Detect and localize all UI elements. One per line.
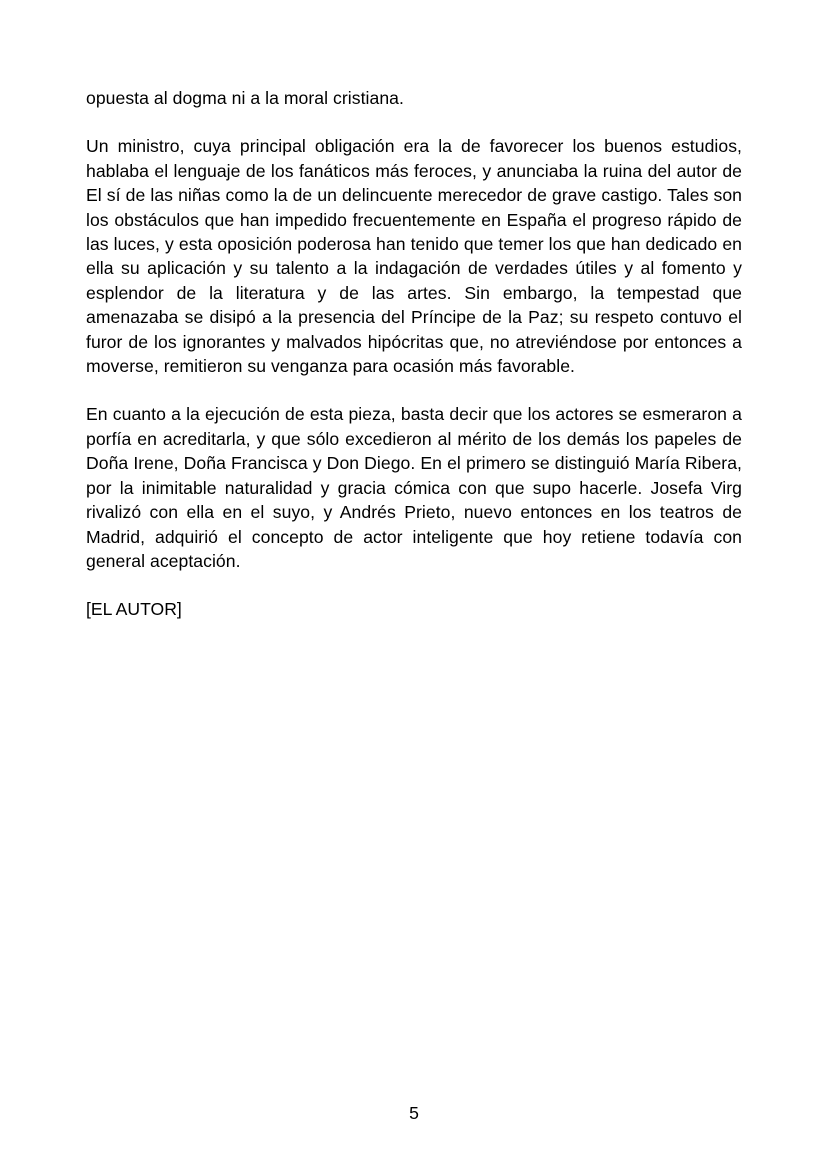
paragraph-ejecucion: En cuanto a la ejecución de esta pieza, basta decir que los actores se esmeraron a porfía en acreditarla, y que sólo excedieron al mérito de los demás los papeles de Doña Irene, Doña Francisca y Don Diego. En el primero se distinguió María Ribera, por la inimitable naturalidad y gracia cómica con que supo hacerle. Josefa Virg rivalizó con ella en el suyo, y Andrés Prieto, nuevo entonces en los teatros de Madrid, adquirió el concepto de actor inteligente que hoy retiene todavía con general aceptación. [86,404,742,571]
page-number: 5 [409,1103,419,1123]
author-signature: [EL AUTOR] [86,599,182,620]
paragraph-ministro: Un ministro, cuya principal obligación era la de favorecer los buenos estudios, hablaba el lenguaje de los fanáticos más feroces, y anunciaba la ruina del autor de El sí de las niñas como la de un delincuente merecedor de grave castigo. Tales son los obstáculos que han impedido frecuentemente en España el progreso rápido de las luces, y esta oposición poderosa han tenido que temer los que han dedicado en ella su aplicación y su talento a la indagación de verdades útiles y al fomento y esplendor de la literatura y de las artes. Sin embargo, la tempestad que amenazaba se disipó a la presencia del Príncipe de la Paz; su respeto contuvo el furor de los ignorantes y malvados hipócritas que, no atreviéndose por entonces a moverse, remitieron su venganza para ocasión más favorable. [86,136,742,377]
page-body [86,86,742,622]
paragraph-continuation: opuesta al dogma ni a la moral cristiana. [86,88,404,108]
